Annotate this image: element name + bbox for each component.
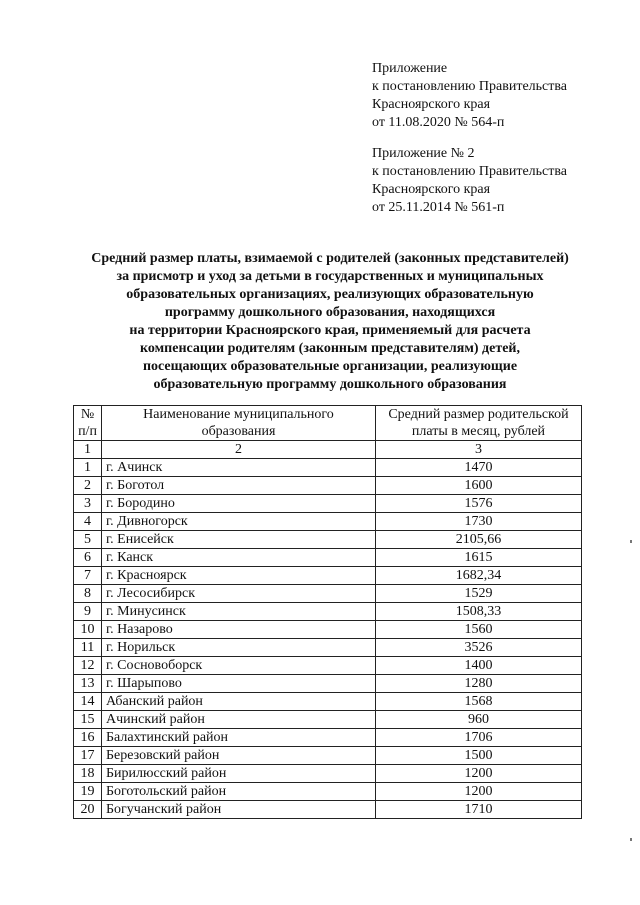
average-fee: 3526 bbox=[376, 639, 582, 657]
appendix-note-original bbox=[372, 145, 567, 217]
row-number: 19 bbox=[74, 783, 102, 801]
appendix-line: от 11.08.2020 № 564-п bbox=[372, 115, 505, 130]
municipality-name: г. Норильск bbox=[102, 639, 376, 657]
appendix-line: Приложение № 2 bbox=[372, 146, 475, 161]
table-row bbox=[74, 801, 582, 819]
appendix-note-current bbox=[372, 60, 567, 132]
table-header-row bbox=[74, 406, 582, 441]
title-line: на территории Красноярского края, применяемый для расчета bbox=[129, 323, 531, 338]
row-number: 1 bbox=[74, 459, 102, 477]
table-row bbox=[74, 729, 582, 747]
row-number: 4 bbox=[74, 513, 102, 531]
table-row bbox=[74, 621, 582, 639]
row-number: 15 bbox=[74, 711, 102, 729]
table-row bbox=[74, 675, 582, 693]
table-row bbox=[74, 603, 582, 621]
table-row bbox=[74, 639, 582, 657]
average-fee: 1280 bbox=[376, 675, 582, 693]
row-number: 2 bbox=[74, 477, 102, 495]
header-fee: Средний размер родительской платы в месяц, рублей bbox=[376, 406, 582, 441]
average-fee: 1682,34 bbox=[376, 567, 582, 585]
average-fee: 1615 bbox=[376, 549, 582, 567]
average-fee: 1576 bbox=[376, 495, 582, 513]
table-row bbox=[74, 693, 582, 711]
title-line: образовательную программу дошкольного образования bbox=[153, 377, 507, 392]
fee-table bbox=[73, 405, 582, 819]
header-num: № п/п bbox=[74, 406, 102, 441]
row-number: 18 bbox=[74, 765, 102, 783]
table-body bbox=[74, 459, 582, 819]
municipality-name: Балахтинский район bbox=[102, 729, 376, 747]
scan-mark bbox=[630, 540, 632, 543]
municipality-name: г. Ачинск bbox=[102, 459, 376, 477]
title-line: компенсации родителям (законным представителям) детей, bbox=[140, 341, 520, 356]
row-number: 11 bbox=[74, 639, 102, 657]
appendix-line: к постановлению Правительства bbox=[372, 79, 568, 94]
header-name: Наименование муниципального образования bbox=[102, 406, 376, 441]
table-row bbox=[74, 495, 582, 513]
municipality-name: г. Назарово bbox=[102, 621, 376, 639]
table-row bbox=[74, 513, 582, 531]
column-number: 1 bbox=[74, 441, 102, 459]
table-row bbox=[74, 549, 582, 567]
row-number: 3 bbox=[74, 495, 102, 513]
municipality-name: г. Красноярск bbox=[102, 567, 376, 585]
scan-mark bbox=[630, 838, 632, 841]
table-row bbox=[74, 711, 582, 729]
row-number: 16 bbox=[74, 729, 102, 747]
row-number: 8 bbox=[74, 585, 102, 603]
row-number: 12 bbox=[74, 657, 102, 675]
appendix-line: Красноярского края bbox=[372, 182, 491, 197]
average-fee: 1600 bbox=[376, 477, 582, 495]
row-number: 9 bbox=[74, 603, 102, 621]
column-number: 2 bbox=[102, 441, 376, 459]
average-fee: 960 bbox=[376, 711, 582, 729]
appendix-line: к постановлению Правительства bbox=[372, 164, 568, 179]
municipality-name: г. Дивногорск bbox=[102, 513, 376, 531]
average-fee: 1200 bbox=[376, 783, 582, 801]
municipality-name: Бирилюсский район bbox=[102, 765, 376, 783]
title-line: Средний размер платы, взимаемой с родителей (законных представителей) bbox=[91, 251, 569, 266]
appendix-line: Красноярского края bbox=[372, 97, 491, 112]
table-row bbox=[74, 783, 582, 801]
row-number: 13 bbox=[74, 675, 102, 693]
row-number: 10 bbox=[74, 621, 102, 639]
row-number: 5 bbox=[74, 531, 102, 549]
row-number: 14 bbox=[74, 693, 102, 711]
appendix-line: от 25.11.2014 № 561-п bbox=[372, 200, 505, 215]
average-fee: 1500 bbox=[376, 747, 582, 765]
average-fee: 1470 bbox=[376, 459, 582, 477]
document-title bbox=[60, 250, 600, 394]
municipality-name: г. Сосновоборск bbox=[102, 657, 376, 675]
average-fee: 1560 bbox=[376, 621, 582, 639]
average-fee: 1710 bbox=[376, 801, 582, 819]
municipality-name: г. Бородино bbox=[102, 495, 376, 513]
table-row bbox=[74, 477, 582, 495]
table-row bbox=[74, 567, 582, 585]
row-number: 20 bbox=[74, 801, 102, 819]
municipality-name: Абанский район bbox=[102, 693, 376, 711]
municipality-name: Ачинский район bbox=[102, 711, 376, 729]
municipality-name: г. Минусинск bbox=[102, 603, 376, 621]
municipality-name: Богучанский район bbox=[102, 801, 376, 819]
table-row bbox=[74, 531, 582, 549]
table-row bbox=[74, 585, 582, 603]
row-number: 7 bbox=[74, 567, 102, 585]
appendix-line: Приложение bbox=[372, 61, 448, 76]
row-number: 17 bbox=[74, 747, 102, 765]
average-fee: 1200 bbox=[376, 765, 582, 783]
table-row bbox=[74, 657, 582, 675]
average-fee: 1508,33 bbox=[376, 603, 582, 621]
table-row bbox=[74, 459, 582, 477]
table-row bbox=[74, 765, 582, 783]
municipality-name: г. Канск bbox=[102, 549, 376, 567]
average-fee: 1400 bbox=[376, 657, 582, 675]
column-number-row bbox=[74, 441, 582, 459]
average-fee: 1730 bbox=[376, 513, 582, 531]
municipality-name: Березовский район bbox=[102, 747, 376, 765]
average-fee: 1529 bbox=[376, 585, 582, 603]
row-number: 6 bbox=[74, 549, 102, 567]
municipality-name: г. Шарыпово bbox=[102, 675, 376, 693]
average-fee: 1706 bbox=[376, 729, 582, 747]
title-line: образовательных организациях, реализующих образовательную bbox=[126, 287, 534, 302]
title-line: посещающих образовательные организации, реализующие bbox=[142, 359, 518, 374]
average-fee: 1568 bbox=[376, 693, 582, 711]
column-number: 3 bbox=[376, 441, 582, 459]
municipality-name: г. Енисейск bbox=[102, 531, 376, 549]
municipality-name: г. Лесосибирск bbox=[102, 585, 376, 603]
municipality-name: г. Боготол bbox=[102, 477, 376, 495]
title-line: программу дошкольного образования, находящихся bbox=[164, 305, 496, 320]
title-line: за присмотр и уход за детьми в государственных и муниципальных bbox=[116, 269, 544, 284]
table-row bbox=[74, 747, 582, 765]
municipality-name: Боготольский район bbox=[102, 783, 376, 801]
average-fee: 2105,66 bbox=[376, 531, 582, 549]
